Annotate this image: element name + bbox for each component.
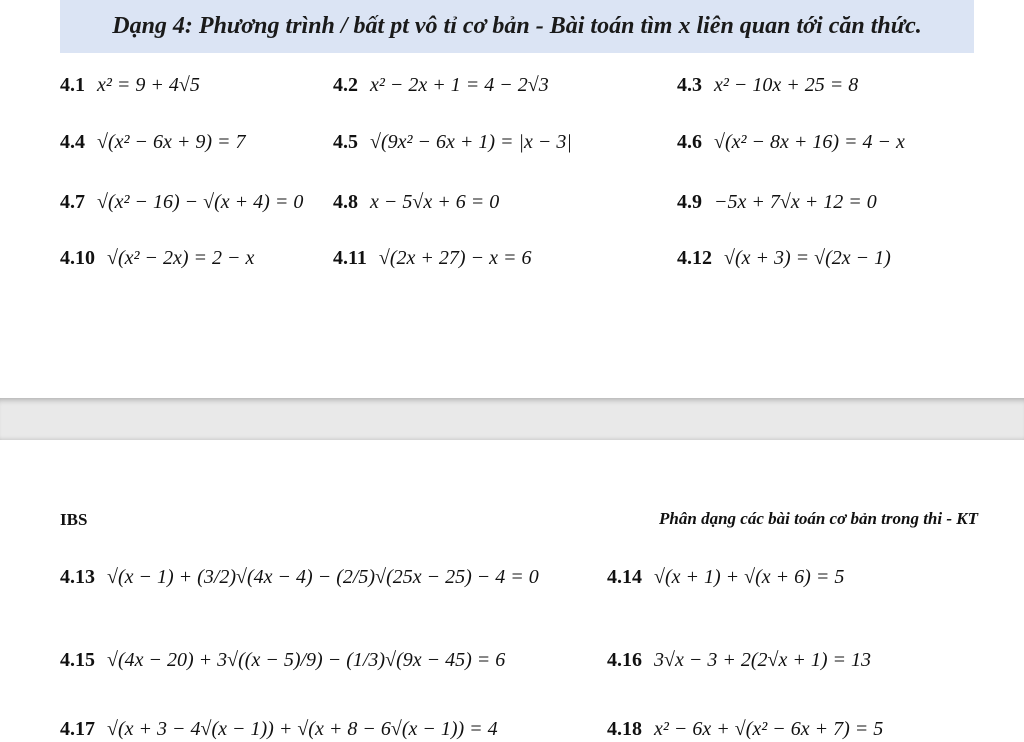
problem-4-11 — [333, 247, 531, 270]
problem-equation: √(x + 3) = √(2x − 1) — [724, 247, 891, 269]
problem-4-7 — [60, 191, 303, 214]
problem-4-3 — [677, 74, 858, 97]
problem-number: 4.17 — [60, 718, 95, 740]
problem-number: 4.10 — [60, 247, 95, 269]
problem-number: 4.12 — [677, 247, 712, 269]
problem-equation: √(4x − 20) + 3√((x − 5)/9) − (1/3)√(9x − 45) = 6 — [107, 649, 506, 671]
title-band — [60, 0, 974, 53]
problem-equation: √(9x² − 6x + 1) = |x − 3| — [370, 131, 572, 153]
problem-equation: √(x² − 2x) = 2 − x — [107, 247, 255, 269]
problem-number: 4.3 — [677, 74, 702, 96]
problem-4-14 — [607, 566, 844, 589]
problem-number: 4.8 — [333, 191, 358, 213]
problem-equation: −5x + 7√x + 12 = 0 — [714, 191, 877, 213]
problem-number: 4.2 — [333, 74, 358, 96]
problem-4-8 — [333, 191, 499, 214]
problem-4-9 — [677, 191, 877, 214]
problem-number: 4.7 — [60, 191, 85, 213]
problem-4-10 — [60, 247, 254, 270]
problem-equation: x² − 6x + √(x² − 6x + 7) = 5 — [654, 718, 884, 740]
problem-number: 4.6 — [677, 131, 702, 153]
problem-4-16 — [607, 649, 871, 672]
page-separator — [0, 398, 1024, 440]
problem-4-1 — [60, 74, 200, 97]
problem-number: 4.18 — [607, 718, 642, 740]
problem-equation: x² − 10x + 25 = 8 — [714, 74, 859, 96]
problem-equation: √(x + 3 − 4√(x − 1)) + √(x + 8 − 6√(x − 1)) = 4 — [107, 718, 498, 740]
problem-4-12 — [677, 247, 891, 270]
problem-4-6 — [677, 131, 905, 154]
problem-4-15 — [60, 649, 505, 672]
problem-equation: x² = 9 + 4√5 — [97, 74, 200, 96]
problem-equation: x² − 2x + 1 = 4 − 2√3 — [370, 74, 549, 96]
problem-number: 4.13 — [60, 566, 95, 588]
problem-4-5 — [333, 131, 572, 154]
problem-equation: √(x² − 6x + 9) = 7 — [97, 131, 246, 153]
problem-number: 4.4 — [60, 131, 85, 153]
problem-number: 4.14 — [607, 566, 642, 588]
problem-4-13 — [60, 566, 539, 589]
problem-4-2 — [333, 74, 549, 97]
problem-equation: √(2x + 27) − x = 6 — [378, 247, 532, 269]
problem-4-17 — [60, 718, 498, 741]
problem-equation: √(x − 1) + (3/2)√(4x − 4) − (2/5)√(25x − 25) − 4 = 0 — [107, 566, 539, 588]
problem-4-18 — [607, 718, 883, 741]
problem-equation: √(x + 1) + √(x + 6) = 5 — [654, 566, 845, 588]
problem-equation: √(x² − 8x + 16) = 4 − x — [714, 131, 905, 153]
problem-number: 4.1 — [60, 74, 85, 96]
header-left: IBS — [60, 510, 88, 529]
problem-number: 4.11 — [333, 247, 367, 269]
problem-number: 4.9 — [677, 191, 702, 213]
problem-4-4 — [60, 131, 246, 154]
problem-number: 4.15 — [60, 649, 95, 671]
problem-number: 4.5 — [333, 131, 358, 153]
problem-equation: √(x² − 16) − √(x + 4) = 0 — [97, 191, 304, 213]
page-lower — [0, 440, 1024, 742]
problem-equation: x − 5√x + 6 = 0 — [370, 191, 500, 213]
problem-number: 4.16 — [607, 649, 642, 671]
problem-equation: 3√x − 3 + 2(2√x + 1) = 13 — [654, 649, 872, 671]
header-right: Phân dạng các bài toán cơ bản trong thi - KT — [659, 509, 978, 528]
page-title: Dạng 4: Phương trình / bất pt vô tỉ cơ bản - Bài toán tìm x liên quan tới căn thức. — [112, 13, 922, 39]
